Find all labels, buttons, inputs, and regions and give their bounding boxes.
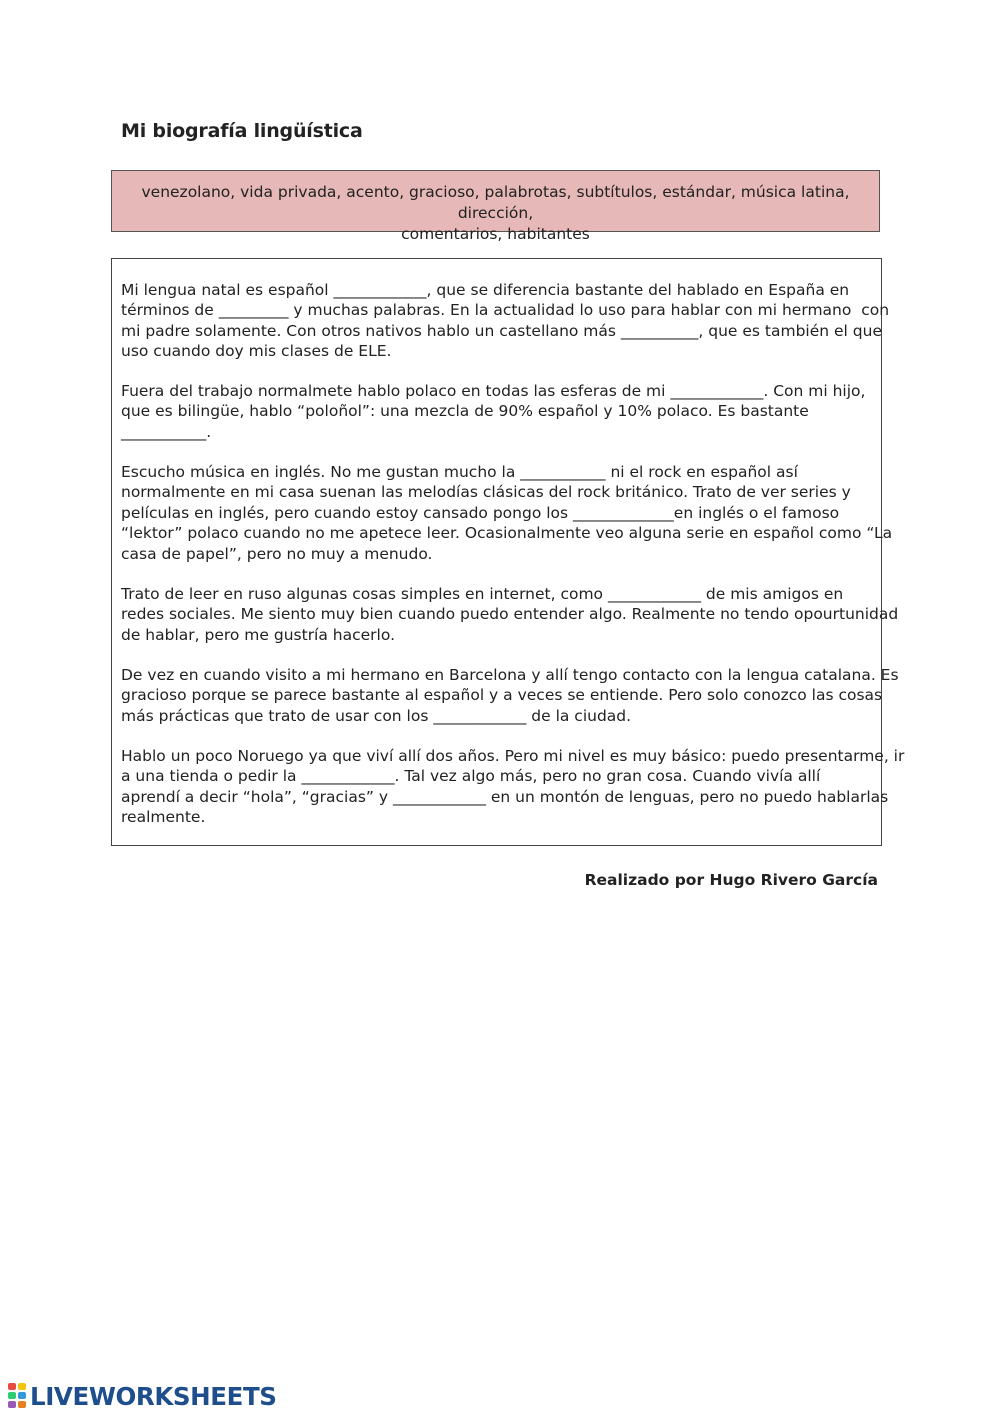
word-bank (111, 170, 880, 243)
author-credit: Realizado por Hugo Rivero García (584, 871, 878, 889)
paragraph-line: de hablar, pero me gustría hacerlo. (121, 625, 395, 644)
paragraph-line: que es bilingüe, hablo “poloñol”: una mezcla de 90% español y 10% polaco. Es bastante (121, 402, 809, 421)
paragraph-line: “lektor” polaco cuando no me apetece leer. Ocasionalmente veo alguna serie en español como “La (121, 524, 893, 543)
paragraph-line: uso cuando doy mis clases de ELE. (121, 342, 392, 361)
paragraph-line: películas en inglés, pero cuando estoy cansado pongo los _____________en inglés o el famoso (121, 503, 840, 522)
paragraph-line: mi padre solamente. Con otros nativos hablo un castellano más __________, que es también el que (121, 321, 882, 340)
paragraph-line: aprendí a decir “hola”, “gracias” y ____________ en un montón de lenguas, pero no puedo hablarlas (121, 787, 889, 806)
paragraph-line: Mi lengua natal es español ____________, que se diferencia bastante del hablado en España en (121, 281, 850, 299)
paragraph-line: términos de _________ y muchas palabras. En la actualidad lo uso para hablar con mi hermano con (121, 301, 890, 320)
paragraph-line: más prácticas que trato de usar con los ____________ de la ciudad. (121, 706, 632, 725)
paragraph (121, 665, 899, 726)
paragraph (121, 381, 871, 442)
logo-mark-icon (8, 1383, 28, 1409)
paragraph-line: Escucho música en inglés. No me gustan mucho la ___________ ni el rock en español así (121, 463, 798, 481)
paragraph-line: redes sociales. Me siento muy bien cuando puedo entender algo. Realmente no tendo opourtunidad (121, 605, 899, 624)
paragraph-line: a una tienda o pedir la ____________. Tal vez algo más, pero no gran cosa. Cuando vivía allí (121, 767, 821, 786)
paragraph (121, 462, 893, 564)
paragraph (121, 584, 899, 645)
word-bank-line: comentarios, habitantes (401, 225, 590, 243)
paragraph-line: casa de papel”, pero no muy a menudo. (121, 544, 433, 563)
paragraph-line: gracioso porque se parece bastante al español y a veces se entiende. Pero solo conozco las cosas (121, 686, 883, 705)
logo-text: LIVEWORKSHEETS (30, 1381, 277, 1411)
paragraph (121, 280, 890, 362)
liveworksheets-logo (8, 1381, 277, 1411)
paragraph-line: realmente. (121, 808, 206, 827)
paragraph-line: normalmente en mi casa suenan las melodías clásicas del rock británico. Trato de ver series y (121, 483, 851, 502)
word-bank-line: venezolano, vida privada, acento, gracioso, palabrotas, subtítulos, estándar, música latina, dirección, (141, 183, 850, 222)
paragraph-line: De vez en cuando visito a mi hermano en Barcelona y allí tengo contacto con la lengua catalana. Es (121, 666, 899, 684)
paragraph-line: Hablo un poco Noruego ya que viví allí dos años. Pero mi nivel es muy básico: puedo presentarme, ir (121, 747, 905, 765)
worksheet-title: Mi biografía lingüística (121, 120, 363, 142)
paragraph (121, 746, 905, 828)
paragraph-line: Fuera del trabajo normalmete hablo polaco en todas las esferas de mi ____________. Con mi hijo, (121, 382, 866, 400)
paragraph-line: ___________. (121, 422, 212, 441)
paragraph-line: Trato de leer en ruso algunas cosas simples en internet, como ____________ de mis amigos en (121, 585, 844, 603)
